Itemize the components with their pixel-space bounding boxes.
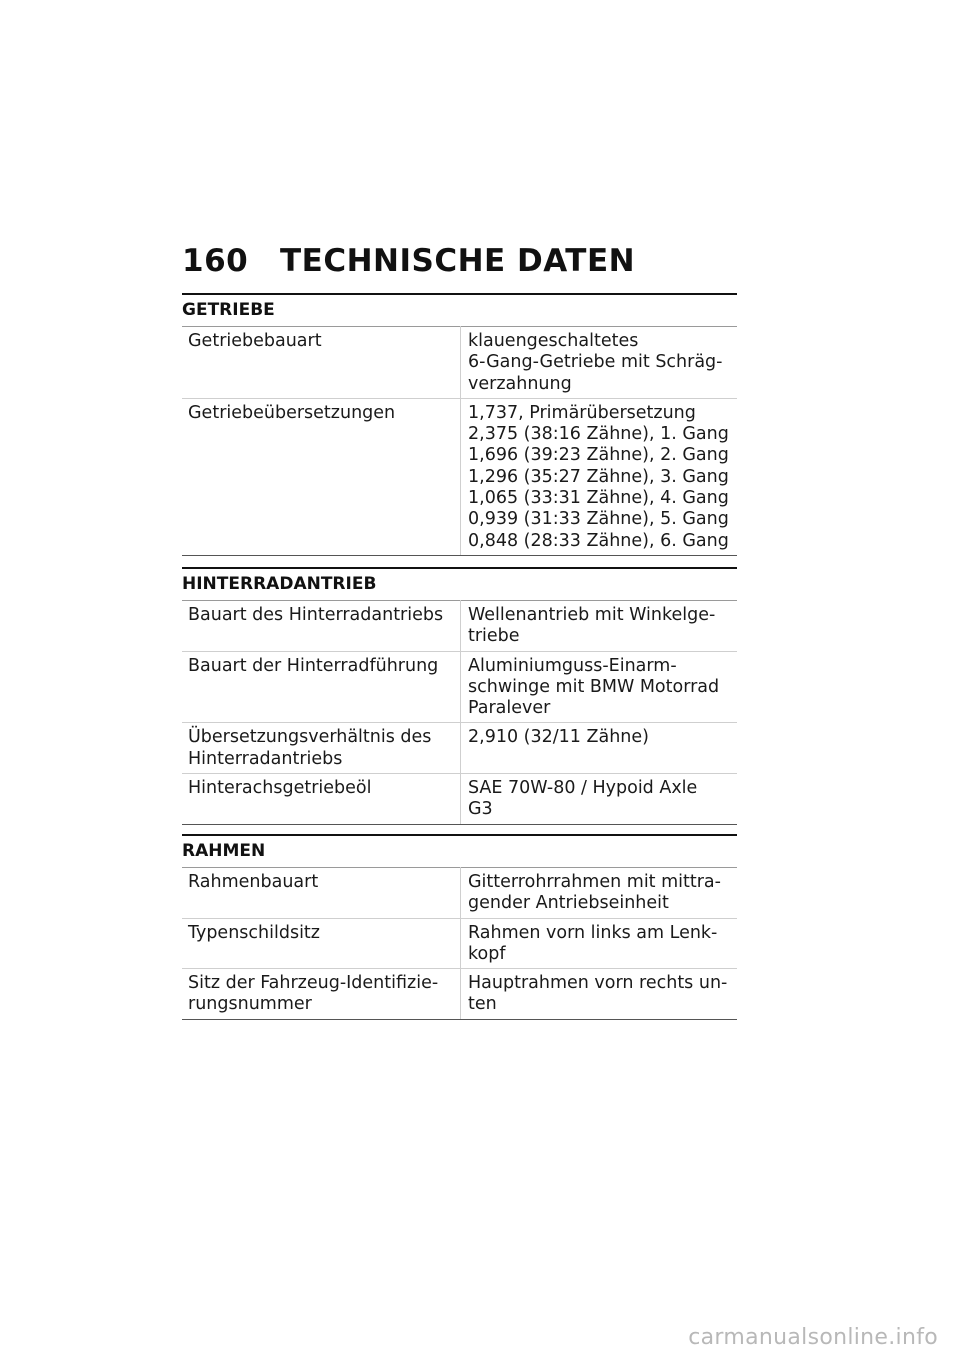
page-title: TECHNISCHE DATEN	[280, 243, 636, 279]
spec-label-line: Getriebeübersetzungen	[188, 402, 396, 423]
spec-value-line: ten	[468, 994, 497, 1015]
spec-label	[182, 918, 461, 969]
spec-value	[461, 398, 738, 555]
spec-value-line: 2,910 (32/11 Zähne)	[468, 727, 649, 748]
spec-value-line: Aluminiumguss-Einarm-	[468, 655, 677, 676]
spec-value-line: G3	[468, 799, 493, 820]
spec-label	[182, 398, 461, 555]
spec-value-line: verzahnung	[468, 373, 572, 394]
spec-value-line: kopf	[468, 943, 506, 964]
spec-value-line: 1,296 (35:27 Zähne), 3. Gang	[468, 466, 729, 487]
section-getriebe	[182, 293, 737, 556]
section-rahmen	[182, 834, 737, 1020]
spec-label	[182, 651, 461, 723]
spec-table	[182, 600, 737, 825]
spec-label	[182, 327, 461, 399]
table-row	[182, 868, 737, 919]
section-title: GETRIEBE	[182, 300, 275, 320]
section-hinterradantrieb	[182, 567, 737, 825]
spec-value-line: klauengeschaltetes	[468, 331, 639, 351]
spec-label-line: Getriebebauart	[188, 331, 322, 351]
spec-label-line: Typenschildsitz	[188, 922, 320, 943]
spec-label-line: Rahmenbauart	[188, 872, 319, 892]
spec-value-line: Rahmen vorn links am Lenk-	[468, 922, 718, 943]
spec-value-line: Paralever	[468, 698, 551, 719]
spec-value-line: 1,696 (39:23 Zähne), 2. Gang	[468, 445, 729, 466]
spec-value-line: Hauptrahmen vorn rechts un-	[468, 973, 728, 994]
spec-value-line: Wellenantrieb mit Winkelge-	[468, 605, 716, 625]
spec-label	[182, 774, 461, 825]
spec-table	[182, 867, 737, 1020]
spec-label	[182, 723, 461, 774]
spec-label-line: Übersetzungsverhältnis des	[188, 727, 432, 748]
watermark: carmanualsonline.info	[688, 1325, 938, 1350]
spec-label-line: Hinterradantriebs	[188, 748, 343, 769]
table-row	[182, 601, 737, 652]
page-header	[182, 243, 635, 279]
spec-value-line: triebe	[468, 626, 520, 647]
spec-label	[182, 868, 461, 919]
spec-value-line: 1,737, Primärübersetzung	[468, 402, 696, 423]
section-title: RAHMEN	[182, 841, 266, 861]
spec-value-line: 2,375 (38:16 Zähne), 1. Gang	[468, 424, 729, 445]
spec-table	[182, 326, 737, 556]
section-title: HINTERRADANTRIEB	[182, 574, 377, 594]
spec-label-line: rungsnummer	[188, 994, 312, 1015]
spec-label	[182, 601, 461, 652]
spec-value-line: 6-Gang-Getriebe mit Schräg-	[468, 352, 723, 373]
spec-value	[461, 868, 738, 919]
table-row	[182, 969, 737, 1020]
table-row	[182, 723, 737, 774]
spec-value-line: 0,848 (28:33 Zähne), 6. Gang	[468, 530, 729, 551]
spec-value	[461, 651, 738, 723]
table-row	[182, 651, 737, 723]
spec-value	[461, 723, 738, 774]
spec-value-line: SAE 70W-80 / Hypoid Axle	[468, 778, 698, 799]
spec-label-line: Bauart der Hinterradführung	[188, 655, 439, 676]
spec-value-line: 1,065 (33:31 Zähne), 4. Gang	[468, 488, 729, 509]
spec-label-line: Bauart des Hinterradantriebs	[188, 605, 444, 625]
spec-value-line: 0,939 (31:33 Zähne), 5. Gang	[468, 509, 729, 530]
spec-label	[182, 969, 461, 1020]
spec-value	[461, 601, 738, 652]
spec-value	[461, 327, 738, 399]
spec-value-line: Gitterrohrrahmen mit mittra-	[468, 872, 721, 892]
table-row	[182, 398, 737, 555]
spec-label-line: Sitz der Fahrzeug-Identifizie-	[188, 973, 439, 994]
spec-value	[461, 969, 738, 1020]
table-row	[182, 327, 737, 399]
table-row	[182, 918, 737, 969]
table-row	[182, 774, 737, 825]
spec-value	[461, 918, 738, 969]
spec-label-line: Hinterachsgetriebeöl	[188, 778, 372, 799]
spec-value	[461, 774, 738, 825]
spec-value-line: schwinge mit BMW Motorrad	[468, 676, 720, 697]
spec-value-line: gender Antriebseinheit	[468, 893, 669, 914]
page-number: 160	[182, 243, 249, 279]
